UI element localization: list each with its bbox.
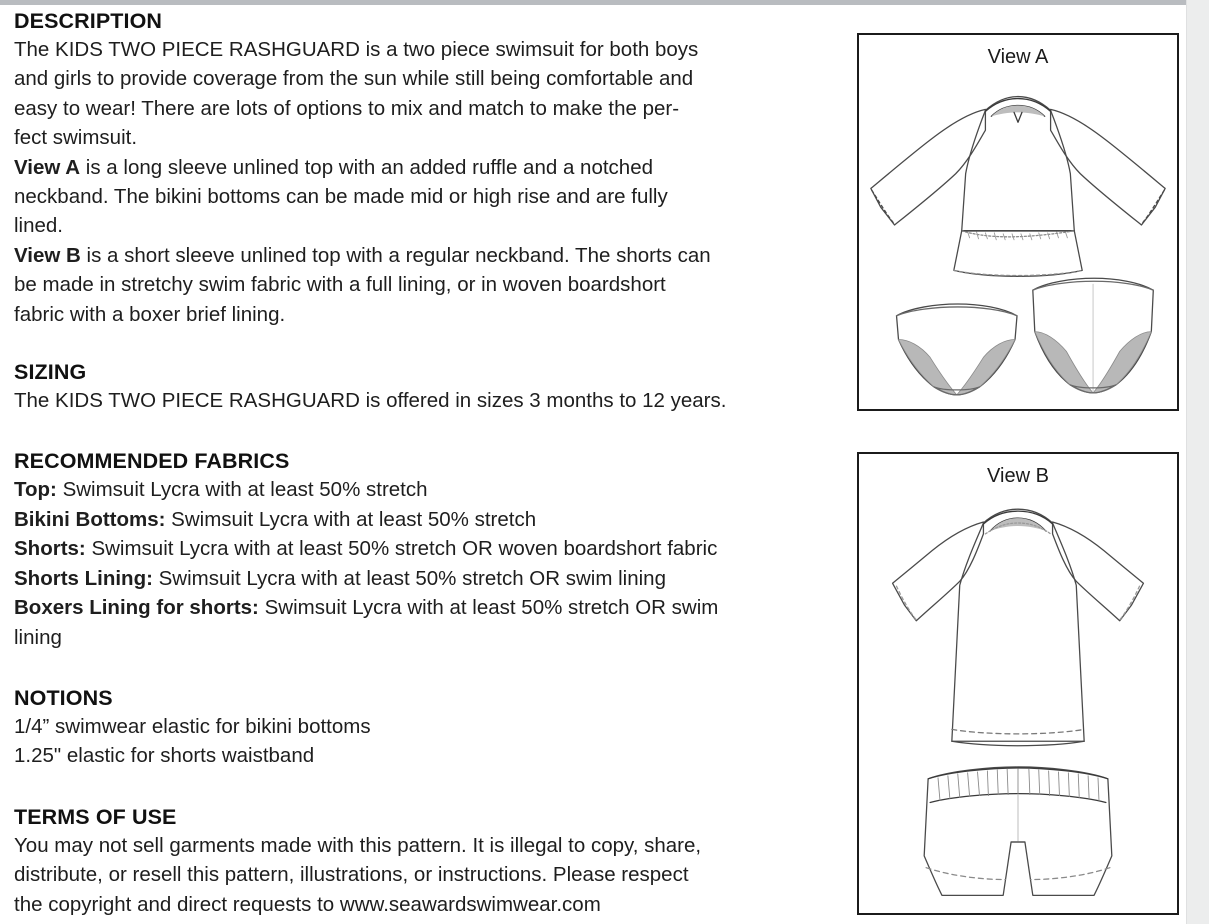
fabric-item-label: Top: <box>14 478 57 502</box>
fabric-item-label: Bikini Bottoms: <box>14 507 166 531</box>
fabric-item-label: Shorts: <box>14 537 86 561</box>
hem-stitch <box>952 729 1084 733</box>
description-line: and girls to provide coverage from the sun while still being comfortable and <box>14 67 694 91</box>
left-sleeve <box>893 522 984 621</box>
recommended-fabrics-heading: RECOMMENDED FABRICS <box>14 449 290 474</box>
fabric-item-label: Boxers Lining for shorts: <box>14 596 259 620</box>
notions-heading: NOTIONS <box>14 685 113 710</box>
description-line: easy to wear! There are lots of options to mix and match to make the per- <box>14 96 680 120</box>
page-right-margin <box>1187 0 1209 924</box>
terms-of-use-line: the copyright and direct requests to www.seawardswimwear.com <box>14 892 601 916</box>
spacer <box>14 652 850 685</box>
left-cuff-stitch <box>872 190 894 223</box>
view-b-text: is a short sleeve unlined top with a regular neckband. The shorts can <box>80 243 711 267</box>
view-b-description-line <box>14 241 850 270</box>
view-a-description-line: lined. <box>14 214 64 238</box>
section-notions <box>14 685 850 771</box>
fabric-item <box>14 534 850 563</box>
neckband-fill <box>991 105 1044 116</box>
right-sleeve <box>1051 109 1166 225</box>
fabric-item <box>14 593 850 622</box>
mid-rise-gusset <box>934 387 979 395</box>
fabric-item <box>14 475 850 504</box>
view-a-description-line: neckband. The bikini bottoms can be made mid or high rise and are fully <box>14 185 668 209</box>
fabric-item-value: Swimsuit Lycra with at least 50% stretch <box>56 478 428 502</box>
fabric-item-value: Swimsuit Lycra with at least 50% stretch OR woven boardshort fabric <box>85 537 718 561</box>
spacer <box>14 329 850 359</box>
neckband-fill <box>990 518 1045 531</box>
sizing-heading: SIZING <box>14 360 87 385</box>
view-b-description-line: be made in stretchy swim fabric with a full lining, or in woven boardshort <box>14 273 666 297</box>
view-b-technical-flats <box>859 454 1177 913</box>
neckband-notch <box>1014 112 1022 122</box>
page-right-margin-edge <box>1186 0 1187 924</box>
right-cuff-stitch <box>1142 190 1164 223</box>
fabric-item-label: Shorts Lining: <box>14 566 153 590</box>
left-leg-hem-stitch <box>926 868 1005 880</box>
view-b-label: View B <box>14 243 81 267</box>
high-rise-right-leg-shade <box>1093 332 1151 393</box>
right-sleeve <box>1053 522 1144 621</box>
ruffle <box>954 231 1082 276</box>
view-b-illustration-panel <box>857 452 1179 915</box>
fabric-item-value: Swimsuit Lycra with at least 50% stretch <box>165 507 537 531</box>
fabric-item-value: Swimsuit Lycra with at least 50% stretch OR swim lining <box>152 566 666 590</box>
view-a-technical-flats <box>859 35 1177 409</box>
right-cuff-stitch <box>1120 586 1140 620</box>
fabric-item-value: Swimsuit Lycra with at least 50% stretch OR swim <box>258 596 719 620</box>
spacer <box>14 415 850 448</box>
terms-of-use-line: distribute, or resell this pattern, illustrations, or instructions. Please respect <box>14 863 689 887</box>
terms-of-use-heading: TERMS OF USE <box>14 804 177 829</box>
section-recommended-fabrics <box>14 448 850 651</box>
view-a-description-line <box>14 153 850 182</box>
hem <box>952 741 1084 745</box>
fabric-item <box>14 505 850 534</box>
view-b-description-line: fabric with a boxer brief lining. <box>14 302 286 326</box>
section-sizing <box>14 359 850 415</box>
view-a-illustration-panel <box>857 33 1179 411</box>
right-leg-hem-stitch <box>1031 868 1110 880</box>
view-b-panel-label: View B <box>987 465 1049 487</box>
view-a-text: is a long sleeve unlined top with an added ruffle and a notched <box>80 155 653 179</box>
notions-line: 1/4” swimwear elastic for bikini bottoms <box>14 714 371 738</box>
fabric-item <box>14 564 850 593</box>
terms-of-use-line: You may not sell garments made with this pattern. It is illegal to copy, share, <box>14 833 702 857</box>
view-a-label: View A <box>14 155 81 179</box>
fabric-item-continuation: lining <box>14 625 62 649</box>
mid-rise-right-leg-shade <box>957 340 1015 395</box>
description-line: fect swimsuit. <box>14 126 138 150</box>
notions-line: 1.25" elastic for shorts waistband <box>14 744 315 768</box>
sizing-line: The KIDS TWO PIECE RASHGUARD is offered in sizes 3 months to 12 years. <box>14 389 727 413</box>
left-sleeve <box>871 109 986 225</box>
top-bodice <box>962 97 1075 231</box>
high-rise-left-leg-shade <box>1035 332 1093 393</box>
text-column <box>14 8 850 919</box>
left-cuff-stitch <box>897 586 917 620</box>
top-body <box>952 509 1084 741</box>
section-terms-of-use <box>14 804 850 919</box>
ruffle-hem-stitch <box>954 270 1082 275</box>
view-a-panel-label: View A <box>987 46 1049 68</box>
mid-rise-left-leg-shade <box>899 340 957 395</box>
spacer <box>14 771 850 804</box>
section-description <box>14 8 850 329</box>
description-line: The KIDS TWO PIECE RASHGUARD is a two piece swimsuit for both boys <box>14 38 699 61</box>
description-heading: DESCRIPTION <box>14 9 163 33</box>
